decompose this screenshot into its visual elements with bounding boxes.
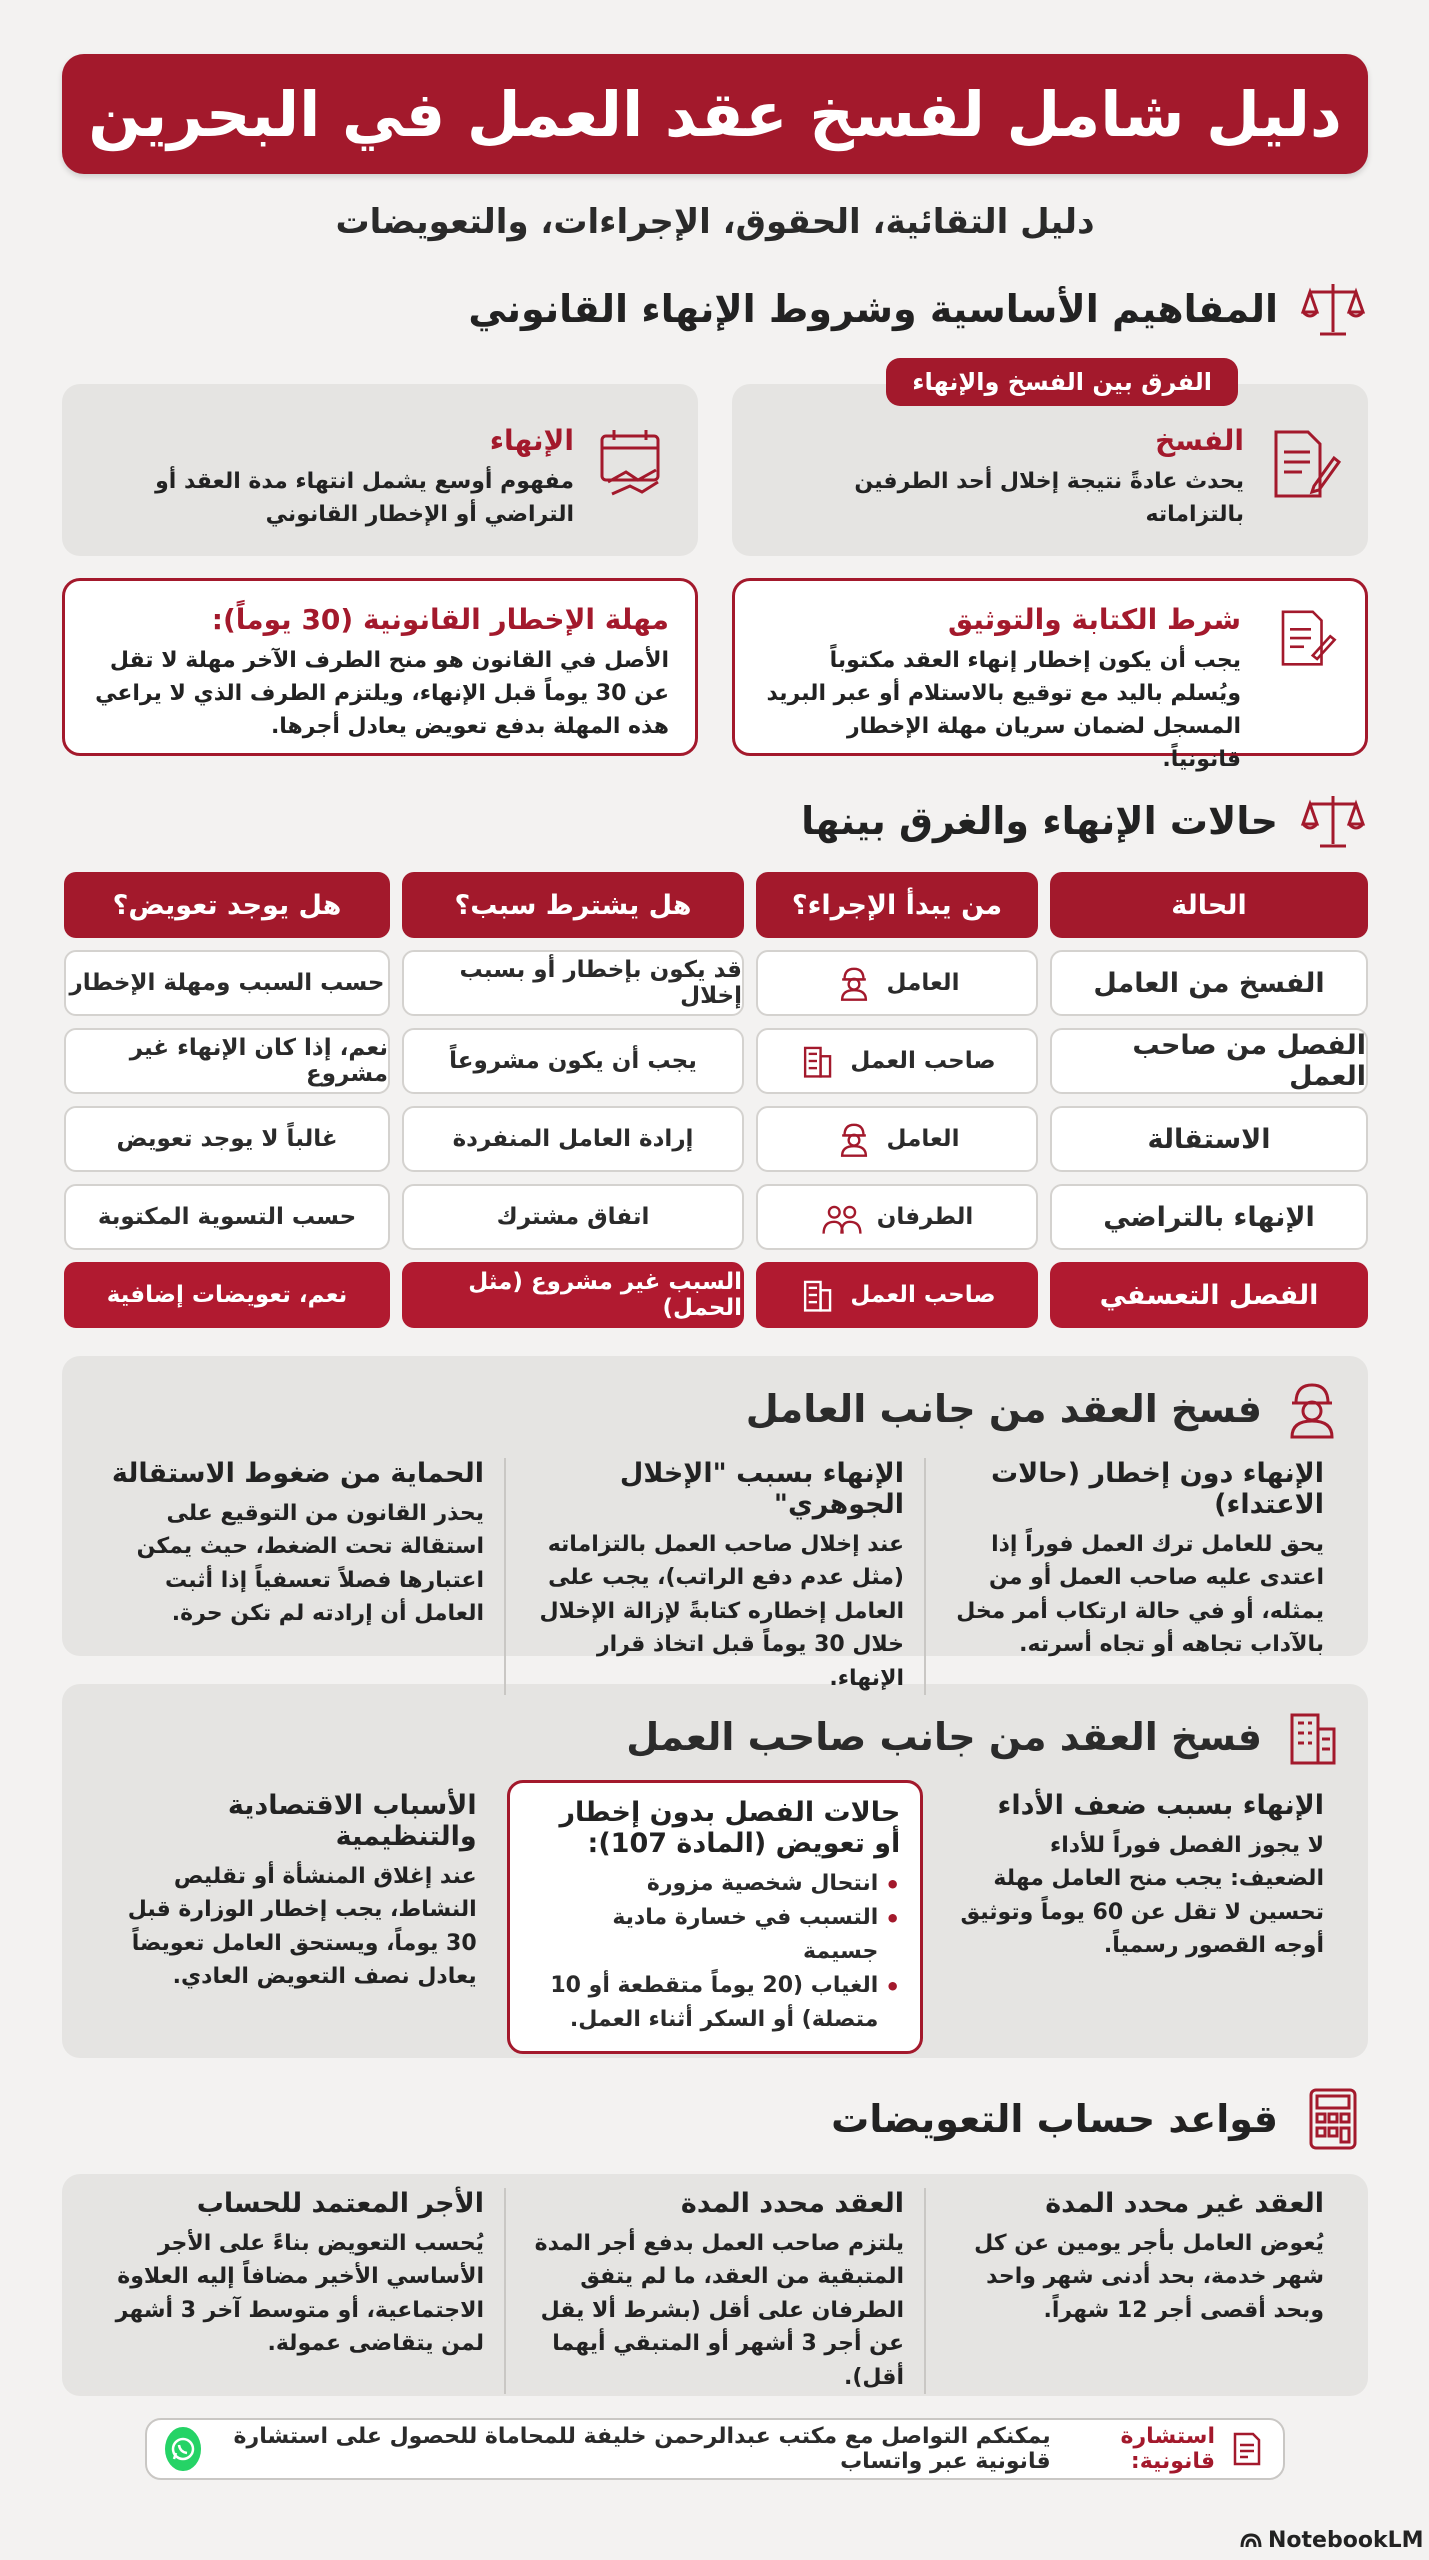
compensation-panel: [62, 2174, 1368, 2396]
worker-icon: [835, 964, 873, 1002]
document-edit-icon: [1259, 603, 1339, 683]
table-cell: [64, 1028, 390, 1094]
worker-icon: [1280, 1377, 1344, 1441]
notice-card: [62, 578, 698, 756]
compensation-columns: [86, 2188, 1344, 2394]
column-text: يلتزم صاحب العمل بدفع أجر المدة المتبقية من العقد، ما لم يتفق الطرفان على أقل (بشرط ألا يقل عن أجر 3 أشهر أو المتبقي أيهما أقل).: [534, 2231, 904, 2390]
column-title: الأجر المعتمد للحساب: [196, 2188, 484, 2219]
column: [86, 1458, 506, 1695]
panel-heading: [86, 1702, 1344, 1772]
fasakh-text: يحدث عادةً نتيجة إخلال أحد الطرفين بالتزاماته: [854, 469, 1244, 527]
building-icon: [1280, 1705, 1344, 1769]
inhaa-card: [62, 384, 698, 556]
cell-text: اتفاق مشترك: [496, 1204, 650, 1230]
writing-title: شرط الكتابة والتوثيق: [947, 603, 1241, 636]
section-title: المفاهيم الأساسية وشروط الإنهاء القانوني: [468, 287, 1278, 331]
two-people-icon: [821, 1198, 863, 1236]
table-row: [62, 1028, 1368, 1094]
column-text: عند إخلال صاحب العمل بالتزاماته (مثل عدم دفع الراتب)، يجب على العامل إخطاره كتابةً لإزالة الإخلال خلال 30 يوماً قبل اتخاذ قرار الإنهاء.: [539, 1532, 904, 1691]
cell-text: الاستقالة: [1147, 1123, 1271, 1155]
table-cell: [64, 1106, 390, 1172]
calendar-handshake-icon: [592, 424, 672, 504]
writing-text: يجب أن يكون إخطار إنهاء العقد مكتوباً ويُسلم باليد مع توقيع بالاستلام أو عبر البريد المسجل لضمان سريان مهلة الإخطار قانونياً.: [766, 648, 1241, 772]
cell-text: السبب غير مشروع (مثل الحمل): [468, 1269, 742, 1321]
page-subtitle: دليل التقائية، الحقوق، الإجراءات، والتعويضات: [335, 202, 1095, 242]
panel-title: فسخ العقد من جانب العامل: [745, 1387, 1262, 1431]
column-title: الإنهاء بسبب ضعف الأداء: [997, 1790, 1324, 1821]
column-text: لا يجوز الفصل فوراً للأداء الضعيف: يجب منح العامل مهلة تحسين لا تقل عن 60 يوماً وتوثيق أوجه القصور رسمياً.: [960, 1833, 1324, 1959]
infographic: [62, 54, 1368, 2480]
cell-text: حسب السبب ومهلة الإخطار: [69, 970, 385, 996]
notice-title: مهلة الإخطار القانونية (30 يوماً):: [211, 603, 669, 636]
column-text: يُعوض العامل بأجر يومين عن كل شهر خدمة، بحد أدنى شهر واحد وبحد أقصى أجر 12 شهراً.: [974, 2231, 1324, 2323]
table-cell: [756, 1106, 1038, 1172]
table-row: [62, 1262, 1368, 1328]
column: [506, 1458, 926, 1695]
fasakh-title: الفسخ: [1155, 424, 1244, 457]
cell-text: الإنهاء بالتراضي: [1103, 1201, 1315, 1233]
difference-pill: الفرق بين الفسخ والإنهاء: [886, 358, 1238, 406]
cell-text: العامل: [886, 1126, 960, 1152]
column: [926, 2188, 1344, 2394]
section-title: حالات الإنهاء والغرق بينها: [801, 799, 1278, 843]
concepts-row-2: [62, 578, 1368, 772]
inhaa-text: مفهوم أوسع يشمل انتهاء مدة العقد أو التراضي أو الإخطار القانوني: [155, 469, 574, 527]
table-cell: [402, 1184, 744, 1250]
table-cell: [402, 1106, 744, 1172]
table-cell: [756, 1262, 1038, 1328]
list-item: • التسبب في خسارة مادية جسيمة: [530, 1901, 901, 1969]
cell-text: قد يكون بإخطار أو بسبب إخلال: [459, 957, 742, 1009]
table-cell: [1050, 950, 1368, 1016]
inhaa-title: الإنهاء: [489, 424, 574, 457]
consultation-text: يمكنكم التواصل مع مكتب عبدالرحمن خليفة للمحاماة للحصول على استشارة قانونية عبر واتساب: [233, 2424, 1051, 2474]
table-cell: [64, 950, 390, 1016]
table-cell: [1050, 1106, 1368, 1172]
cell-text: الفصل التعسفي: [1099, 1279, 1319, 1311]
table-header: هل يشترط سبب؟: [402, 872, 744, 938]
column-title: حالات الفصل بدون إخطار أو تعويض (المادة 107):: [559, 1797, 901, 1859]
legal-consultation-bar[interactable]: [145, 2418, 1285, 2480]
table-header: من يبدأ الإجراء؟: [756, 872, 1038, 938]
notice-text: الأصل في القانون هو منح الطرف الآخر مهلة لا تقل عن 30 يوماً قبل الإنهاء، ويلتزم الطرف الذي لا يراعي هذه المهلة بدفع تعويض يعادل أجرها.: [95, 648, 669, 739]
column-title: العقد غير محدد المدة: [1045, 2188, 1324, 2219]
calculator-icon: [1298, 2084, 1368, 2154]
column-text: يُحسب التعويض بناءً على الأجر الأساسي الأخير مضافاً إليه العلاوة الاجتماعية، أو متوسط آخر 3 أشهر لمن يتقاضى عمولة.: [115, 2231, 484, 2357]
table-cell: [402, 1262, 744, 1328]
cell-text: الفصل من صاحب العمل: [1132, 1030, 1366, 1092]
column-title: الأسباب الاقتصادية والتنظيمية: [227, 1790, 477, 1852]
column-text: يحذر القانون من التوقيع على استقالة تحت الضغط، حيث يمكن اعتبارها فصلاً تعسفياً إذا أثبت العامل أن إرادته لم تكن حرة.: [136, 1501, 484, 1627]
list-item: • الغياب (20 يوماً متقطعة أو 10 متصلة) أو السكر أثناء العمل.: [530, 1969, 901, 2037]
page-title: دليل شامل لفسخ عقد العمل في البحرين: [62, 54, 1368, 174]
table-row: [62, 950, 1368, 1016]
building-icon: [798, 1042, 836, 1080]
table-cell: [756, 1028, 1038, 1094]
column-title: العقد محدد المدة: [680, 2188, 904, 2219]
worker-termination-panel: [62, 1356, 1368, 1691]
column: [86, 1790, 497, 2054]
section-heading-concepts: [62, 274, 1368, 344]
section-title: قواعد حساب التعويضات: [831, 2097, 1278, 2141]
cell-text: نعم، تعويضات إضافية: [106, 1282, 348, 1308]
cell-text: الطرفان: [876, 1204, 974, 1230]
contract-icon: [1229, 2431, 1265, 2467]
cell-text: صاحب العمل: [850, 1282, 996, 1308]
document-pen-icon: [1262, 424, 1342, 504]
table-cell: [1050, 1028, 1368, 1094]
article-107-list: [530, 1867, 901, 2037]
table-cell: [756, 1184, 1038, 1250]
table-cell: [756, 950, 1038, 1016]
column-text: يحق للعامل ترك العمل فوراً إذا اعتدى عليه صاحب العمل أو من يمثله، أو في حالة ارتكاب أمر مخل بالآداب تجاهه أو تجاه أسرته.: [956, 1532, 1324, 1658]
scales-icon: [1298, 274, 1368, 344]
cell-text: غالباً لا يوجد تعويض: [116, 1126, 338, 1152]
scales-icon: [1298, 786, 1368, 856]
column: [933, 1790, 1344, 2054]
table-cell: [64, 1262, 390, 1328]
column: [926, 1458, 1344, 1695]
list-item: • انتحال شخصية مزورة: [530, 1867, 901, 1901]
cell-text: صاحب العمل: [850, 1048, 996, 1074]
cell-text: حسب التسوية المكتوبة: [97, 1204, 357, 1230]
cases-table-body: [62, 950, 1368, 1328]
writing-card: [732, 578, 1368, 772]
cases-table: [62, 872, 1368, 938]
whatsapp-icon[interactable]: [165, 2427, 201, 2471]
table-header: هل يوجد تعويض؟: [64, 872, 390, 938]
building-icon: [798, 1276, 836, 1314]
column-text: عند إغلاق المنشأة أو تقليص النشاط، يجب إخطار الوزارة قبل 30 يوماً، ويستحق العامل تعويضاً يعادل نصف التعويض العادي.: [127, 1864, 477, 1990]
cell-text: يجب أن يكون مشروعاً: [449, 1048, 697, 1074]
cell-text: نعم، إذا كان الإنهاء غير مشروع: [129, 1035, 388, 1087]
concepts-row-1: [62, 368, 1368, 556]
table-cell: [402, 950, 744, 1016]
employer-termination-panel: [62, 1684, 1368, 2058]
worker-icon: [835, 1120, 873, 1158]
cell-text: إرادة العامل المنفردة: [452, 1126, 694, 1152]
panel-title: فسخ العقد من جانب صاحب العمل: [626, 1715, 1262, 1759]
table-cell: [64, 1184, 390, 1250]
table-row: [62, 1106, 1368, 1172]
column-title: الحماية من ضغوط الاستقالة: [111, 1458, 484, 1489]
section-heading-cases: [62, 786, 1368, 856]
article-107-box: [507, 1780, 924, 2054]
column: [506, 2188, 926, 2394]
table-row: [62, 1184, 1368, 1250]
notebooklm-logo: [1240, 2528, 1423, 2553]
fasakh-card: [732, 368, 1368, 556]
column: [86, 2188, 506, 2394]
panel-heading: [86, 1374, 1344, 1444]
cell-text: العامل: [886, 970, 960, 996]
cell-text: الفسخ من العامل: [1093, 967, 1325, 999]
table-header: الحالة: [1050, 872, 1368, 938]
worker-columns: [86, 1458, 1344, 1695]
brand-name: NotebookLM: [1268, 2528, 1424, 2553]
table-cell: [1050, 1262, 1368, 1328]
employer-columns: [86, 1790, 1344, 2054]
column-title: الإنهاء بسبب "الإخلال الجوهري": [619, 1458, 904, 1520]
table-cell: [402, 1028, 744, 1094]
consultation-label: استشارة قانونية:: [1120, 2424, 1215, 2474]
section-heading-compensation: [62, 2084, 1368, 2154]
table-cell: [1050, 1184, 1368, 1250]
column-title: الإنهاء دون إخطار (حالات الاعتداء): [990, 1458, 1324, 1520]
